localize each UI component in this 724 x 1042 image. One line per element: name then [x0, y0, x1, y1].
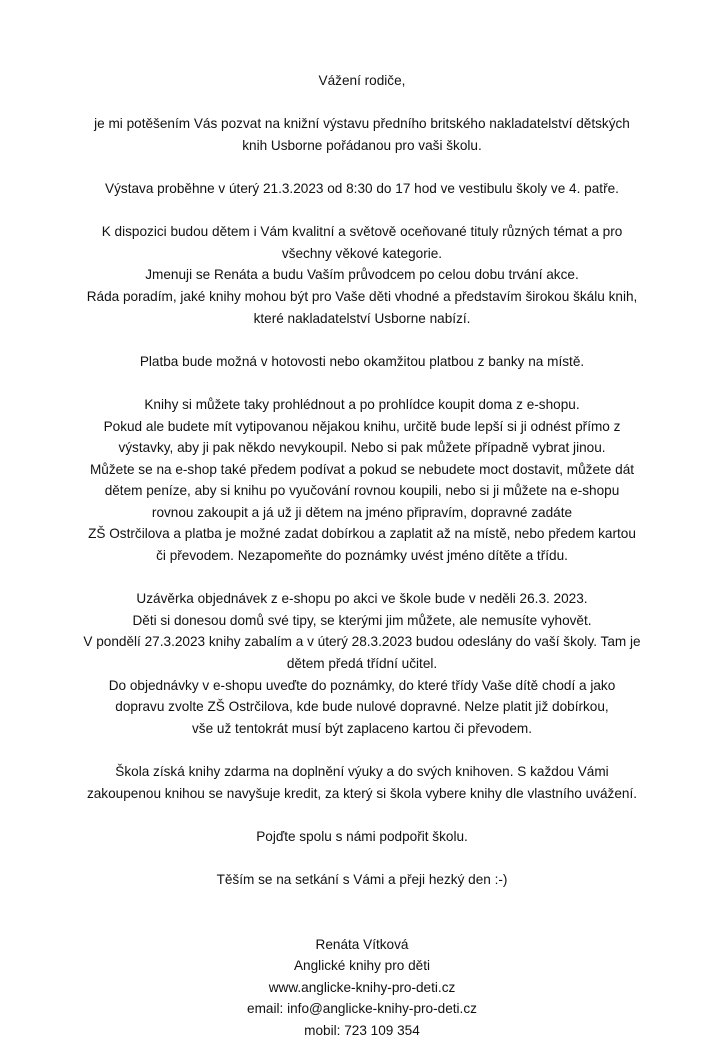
deadline-line: dětem předá třídní učitel. [286, 656, 438, 672]
letter-body [48, 70, 676, 1042]
signature-email: email: info@anglicke-knihy-pro-deti.cz [247, 1001, 477, 1017]
payment-paragraph [48, 351, 676, 373]
deadline-paragraph [48, 588, 676, 739]
closing-paragraph [48, 869, 676, 891]
deadline-line: V pondělí 27.3.2023 knihy zabalím a v úterý 28.3.2023 budou odeslány do vaší školy. Tam je [83, 634, 641, 650]
support-line: Pojďte spolu s námi podpořit školu. [256, 828, 468, 844]
eshop-line: ZŠ Ostrčilova a platba je možné zadat dobírkou a zaplatit až na místě, nebo předem kartou [88, 526, 636, 542]
eshop-line: dětem peníze, aby si knihu po vyučování rovnou koupili, nebo si ji můžete na e-shopu [104, 483, 620, 499]
offer-line: Jmenuji se Renáta a budu Vaším průvodcem po celou dobu trvání akce. [145, 267, 579, 283]
support-paragraph [48, 826, 676, 848]
benefit-line: Škola získá knihy zdarma na doplnění výuky a do svých knihoven. S každou Vámi [115, 764, 609, 779]
intro-line: je mi potěšením Vás pozvat na knižní výstavu předního britského nakladatelství dětských [94, 116, 630, 132]
intro-paragraph [48, 113, 676, 156]
eshop-paragraph [48, 394, 676, 567]
eshop-line: rovnou zakoupit a já už ji dětem na jméno připravím, dopravné zadáte [151, 504, 573, 520]
deadline-line: Do objednávky v e-shopu uveďte do poznámky, do které třídy Vaše dítě chodí a jako [108, 677, 616, 693]
deadline-line: Uzávěrka objednávek z e-shopu po akci ve škole bude v neděli 26.3. 2023. [136, 591, 588, 607]
offer-line: K dispozici budou dětem i Vám kvalitní a světově oceňované tituly různých témat a pro [101, 224, 623, 240]
offer-line: které nakladatelství Usborne nabízí. [253, 310, 471, 326]
event-paragraph [48, 178, 676, 200]
deadline-line: Děti si donesou domů své tipy, se kterými jim můžete, ale nemusíte vyhovět. [132, 612, 592, 628]
offer-line: všechny věkové kategorie. [281, 245, 443, 261]
eshop-line: či převodem. Nezapomeňte do poznámky uvést jméno dítěte a třídu. [156, 548, 568, 564]
intro-line: knih Usborne pořádanou pro vaši školu. [242, 137, 482, 153]
signature-website: www.anglicke-knihy-pro-deti.cz [268, 979, 456, 995]
offer-paragraph [48, 221, 676, 329]
signature-company: Anglické knihy pro děti [293, 958, 430, 974]
deadline-line: dopravu zvolte ZŠ Ostrčilova, kde bude nulové dopravné. Nelze platit již dobírkou, [115, 699, 609, 715]
signature-name: Renáta Vítková [315, 936, 409, 952]
eshop-line: Pokud ale budete mít vytipovanou nějakou knihu, určitě bude lepší si ji odnést přímo z [103, 418, 621, 434]
eshop-line: výstavky, aby ji pak někdo nevykoupil. Nebo si pak můžete případně vybrat jinou. [118, 440, 606, 456]
benefit-line: zakoupenou knihou se navyšuje kredit, za který si škola vybere knihy dle vlastního uvážení. [86, 785, 638, 801]
eshop-line: Knihy si můžete taky prohlédnout a po prohlídce koupit doma z e-shopu. [144, 396, 580, 412]
signature-phone: mobil: 723 109 354 [304, 1022, 420, 1038]
greeting-line: Vážení rodiče, [318, 73, 406, 88]
benefit-paragraph [48, 761, 676, 804]
closing-line: Těším se na setkání s Vámi a přeji hezký den :-) [216, 871, 508, 887]
event-line: Výstava proběhne v úterý 21.3.2023 od 8:30 do 17 hod ve vestibulu školy ve 4. patře. [105, 180, 619, 196]
signature-block [48, 934, 676, 1042]
payment-line: Platba bude možná v hotovosti nebo okamžitou platbou z banky na místě. [139, 353, 585, 369]
deadline-line: vše už tentokrát musí být zaplaceno kartou či převodem. [191, 720, 532, 736]
offer-line: Ráda poradím, jaké knihy mohou být pro Vaše děti vhodné a představím širokou škálu knih, [86, 288, 638, 304]
greeting [48, 70, 676, 92]
eshop-line: Můžete se na e-shop také předem podívat a pokud se nebudete moct dostavit, můžete dát [89, 461, 635, 477]
